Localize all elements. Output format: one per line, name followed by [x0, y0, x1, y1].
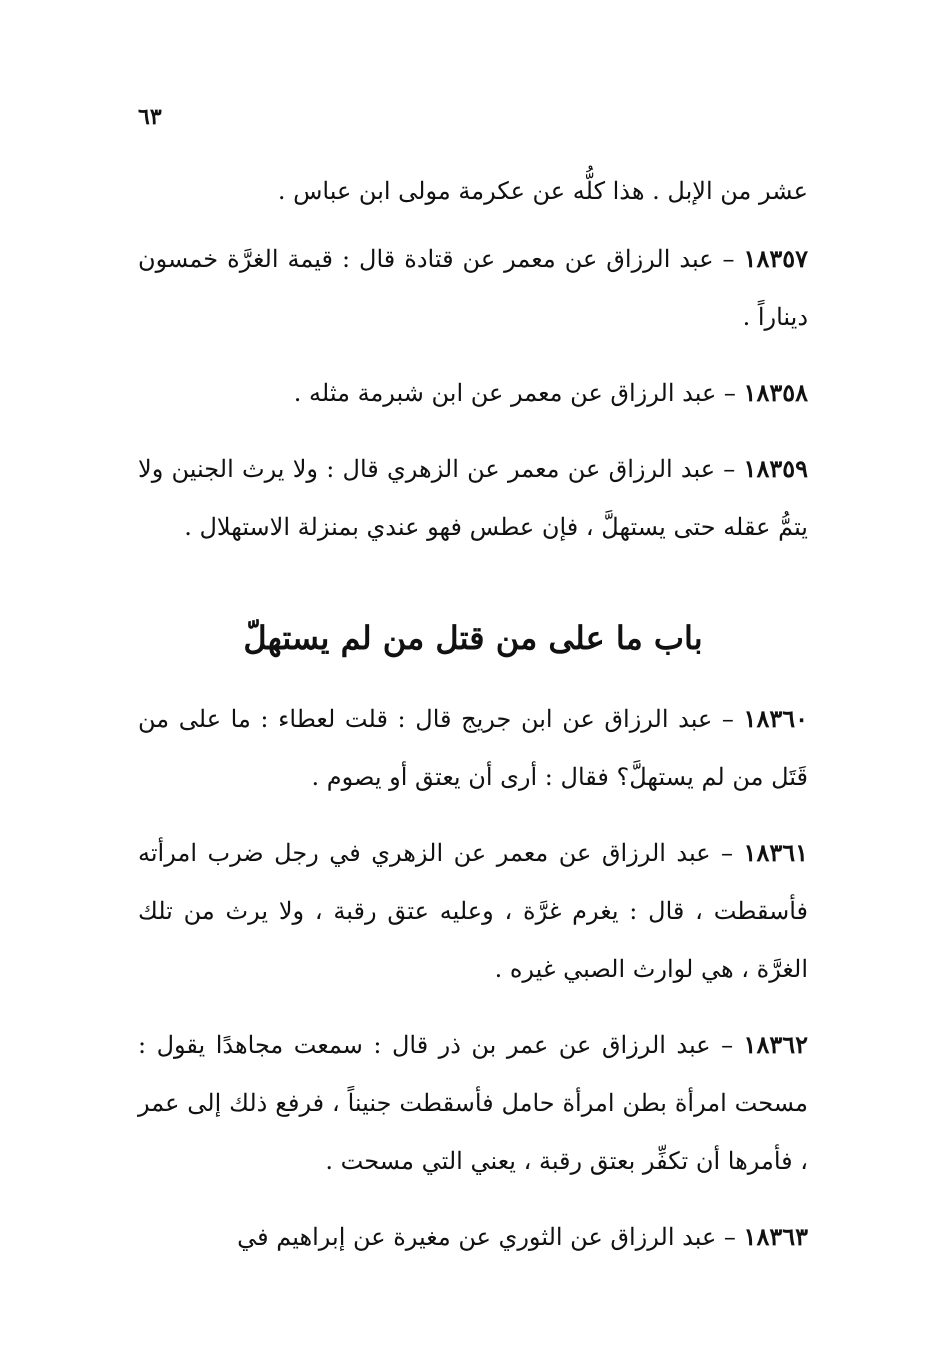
hadith-number: ١٨٣٥٧ [743, 244, 808, 273]
page-number: ٦٣ [138, 104, 162, 130]
hadith-paragraph [138, 690, 808, 806]
hadith-number: ١٨٣٦٠ [743, 704, 808, 733]
hadith-number: ١٨٣٦٣ [743, 1222, 808, 1251]
hadith-paragraph [138, 1016, 808, 1190]
paragraph-text: – عبد الرزاق عن الثوري عن مغيرة عن إبراهيم في [237, 1223, 744, 1251]
paragraph-text: – عبد الرزاق عن ابن جريج قال : قلت لعطاء : ما على من قَتَل من لم يستهلَّ؟ فقال : أرى أن يعتق أو يصوم . [138, 705, 808, 791]
paragraph-text: عشر من الإبل . هذا كلُّه عن عكرمة مولى ابن عباس . [277, 177, 808, 205]
paragraph-text: – عبد الرزاق عن معمر عن الزهري قال : ولا يرث الجنين ولا يتمُّ عقله حتى يستهلَّ ، فإن عطس فهو عندي بمنزلة الاستهلال . [138, 455, 808, 541]
hadith-number: ١٨٣٥٩ [743, 454, 808, 483]
hadith-paragraph [138, 824, 808, 998]
page-body [138, 162, 808, 1284]
paragraph-text: – عبد الرزاق عن معمر عن قتادة قال : قيمة الغرَّة خمسون ديناراً . [138, 245, 808, 331]
hadith-paragraph [138, 1208, 808, 1266]
hadith-number: ١٨٣٥٨ [743, 378, 808, 407]
hadith-paragraph [138, 440, 808, 556]
hadith-number: ١٨٣٦١ [743, 838, 808, 867]
hadith-number: ١٨٣٦٢ [743, 1030, 808, 1059]
paragraph-continuation [138, 162, 808, 220]
hadith-paragraph [138, 230, 808, 346]
chapter-heading: باب ما على من قتل من لم يستهلّ [243, 619, 703, 657]
paragraph-text: – عبد الرزاق عن معمر عن الزهري في رجل ضرب امرأته فأسقطت ، قال : يغرم غرَّة ، وعليه عتق رقبة ، ولا يرث من تلك الغرَّة ، هي لوارث الصبي غيره . [138, 839, 808, 983]
paragraph-text: – عبد الرزاق عن معمر عن ابن شبرمة مثله . [293, 379, 744, 407]
hadith-paragraph [138, 364, 808, 422]
paragraph-text: – عبد الرزاق عن عمر بن ذر قال : سمعت مجاهدًا يقول : مسحت امرأة بطن امرأة حامل فأسقطت جنيناً ، فرفع ذلك إلى عمر ، فأمرها أن تكفِّر بعتق رقبة ، يعني التي مسحت . [138, 1031, 808, 1175]
